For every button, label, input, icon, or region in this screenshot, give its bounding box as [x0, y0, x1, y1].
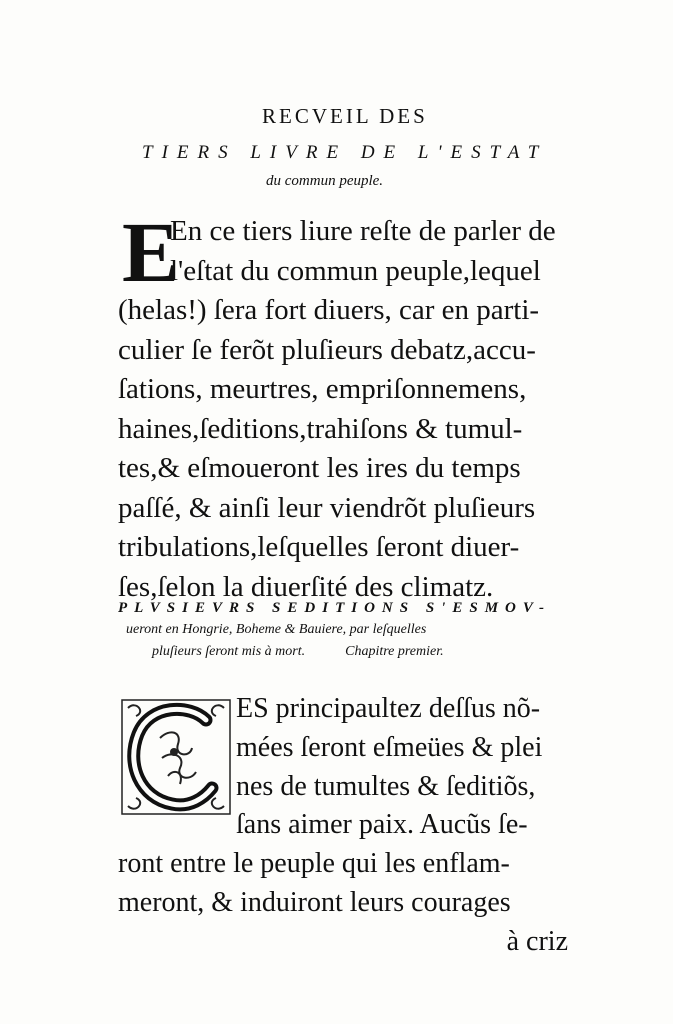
chapter-heading-text: pluſieurs ſeront mis à mort. — [152, 644, 306, 659]
body-line: ſans aimer paix. Aucũs ſe- — [236, 809, 528, 841]
section-body — [118, 204, 578, 607]
chapter-heading-line: ueront en Hongrie, Boheme & Bauiere, par leſquelles — [126, 622, 427, 637]
chapter-label: Chapitre premier. — [345, 644, 444, 659]
body-line: nes de tumultes & ſeditiõs, — [236, 770, 536, 802]
body-line: meront, & induiront leurs courages — [118, 886, 511, 918]
catchword: à criz — [506, 925, 568, 957]
body-line: ſations, meurtres, empriſonnemens, — [118, 373, 527, 405]
body-line: ront entre le peuple qui les enflam- — [118, 848, 510, 880]
drop-initial-e: E — [122, 204, 180, 300]
body-line: l'eſtat du commun peuple,lequel — [170, 254, 541, 287]
chapter-body — [118, 690, 578, 962]
chapter-heading-line — [118, 641, 578, 663]
body-line: En ce tiers liure reſte de parler de — [170, 215, 556, 247]
body-line: ES principaultez deſſus nõ- — [236, 693, 541, 724]
body-line: paſſé, & ainſi leur viendrõt pluſieurs — [118, 491, 536, 524]
chapter-heading-line: PLVSIEVRS SEDITIONS S'ESMOV- — [118, 600, 552, 616]
body-line: ſes,ſelon la diuerſité des climatz. — [118, 570, 494, 603]
body-line: mées ſeront eſmeües & plei — [236, 731, 543, 763]
body-line: (helas!) ſera fort diuers, car en parti- — [118, 294, 540, 326]
body-line: tribulations,leſquelles ſeront diuer- — [118, 531, 520, 563]
running-head: RECVEIL DES — [262, 104, 428, 128]
section-title: TIERS LIVRE DE L'ESTAT — [142, 142, 548, 163]
body-line: haines,ſeditions,trahiſons & tumul- — [118, 412, 523, 445]
section-subtitle: du commun peuple. — [266, 173, 384, 189]
body-line: tes,& eſmoueront les ires du temps — [118, 452, 521, 484]
body-line: culier ſe ferõt pluſieurs debatz,accu- — [118, 333, 536, 366]
chapter-heading — [118, 597, 578, 663]
